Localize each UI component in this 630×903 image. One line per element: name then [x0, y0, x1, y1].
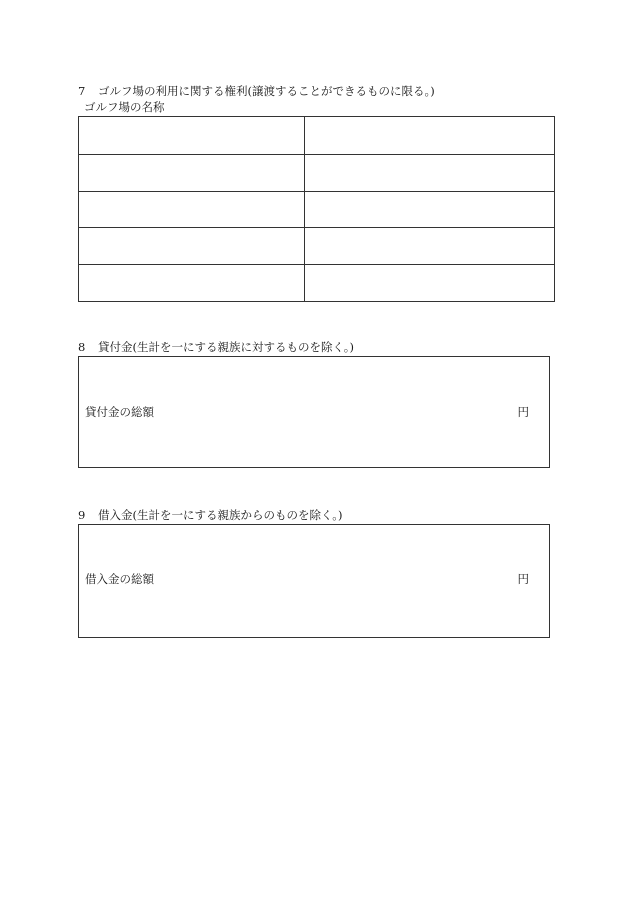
- loans-payable-total-label: 借入金の総額: [85, 572, 154, 586]
- section-9-number: 9: [78, 508, 86, 522]
- golf-course-name-cell[interactable]: [79, 192, 305, 228]
- section-7-heading: [78, 84, 435, 98]
- table-row: [79, 155, 555, 192]
- golf-course-name-cell[interactable]: [79, 265, 305, 302]
- golf-course-detail-cell[interactable]: [305, 117, 555, 155]
- section-9-heading: [78, 508, 343, 522]
- golf-course-detail-cell[interactable]: [305, 155, 555, 192]
- table-row: [79, 192, 555, 228]
- golf-course-name-cell[interactable]: [79, 155, 305, 192]
- section-8-number: 8: [78, 340, 86, 354]
- table-row: [79, 117, 555, 155]
- golf-course-name-cell[interactable]: [79, 228, 305, 265]
- table-row: [79, 228, 555, 265]
- loans-payable-unit: 円: [517, 572, 529, 586]
- loans-payable-box[interactable]: [78, 524, 550, 638]
- table-row: [79, 265, 555, 302]
- golf-course-detail-cell[interactable]: [305, 192, 555, 228]
- loans-receivable-box[interactable]: [78, 356, 550, 468]
- loans-receivable-total-label: 貸付金の総額: [85, 405, 154, 419]
- golf-course-name-header: ゴルフ場の名称: [84, 100, 165, 114]
- golf-course-name-cell[interactable]: [79, 117, 305, 155]
- section-8-heading: [78, 340, 354, 354]
- section-7-number: 7: [78, 84, 86, 98]
- loans-receivable-unit: 円: [517, 405, 529, 419]
- section-7-title: ゴルフ場の利用に関する権利(譲渡することができるものに限る。): [98, 84, 435, 98]
- golf-course-detail-cell[interactable]: [305, 265, 555, 302]
- section-8-title: 貸付金(生計を一にする親族に対するものを除く。): [98, 340, 354, 354]
- golf-course-detail-cell[interactable]: [305, 228, 555, 265]
- golf-course-table: [78, 116, 555, 302]
- section-9-title: 借入金(生計を一にする親族からのものを除く。): [98, 508, 343, 522]
